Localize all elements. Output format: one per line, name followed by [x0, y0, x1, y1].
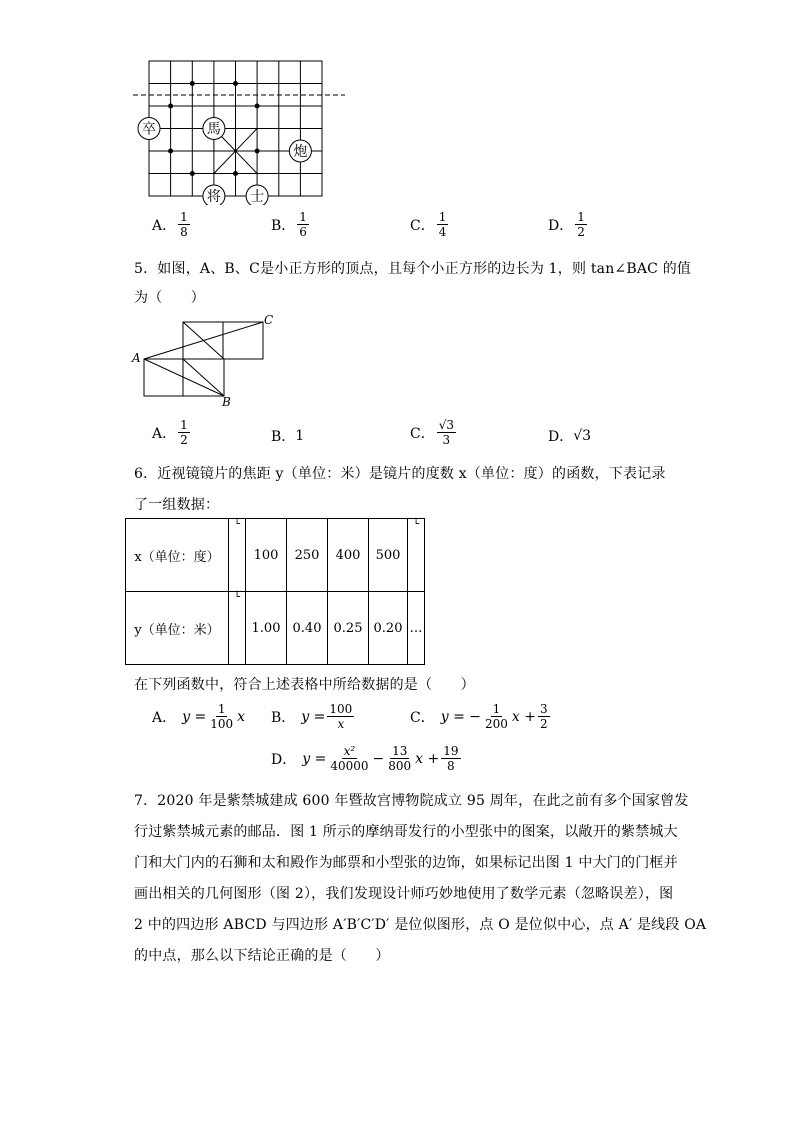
q6-option-a: A． y = $\frac{1}{100}$ x — [152, 702, 246, 731]
q6-line-2: 了一组数据： — [134, 497, 220, 513]
table-cell: 0.40 — [287, 592, 328, 665]
q4-option-d: D． $\frac{1}{2}$ — [548, 210, 585, 239]
table-cell: 500 — [369, 519, 408, 592]
table-cell: 1.00 — [246, 592, 287, 665]
table-row-head: x（单位：度） — [126, 519, 229, 592]
table-mark: └ — [408, 519, 425, 592]
table-cell: 0.20 — [369, 592, 408, 665]
q7-line-1: 7．2020 年是紫禁城建成 600 年暨故宫博物院成立 95 周年，在此之前有多个国家曾发 — [134, 793, 689, 809]
point-b-label: B — [222, 395, 231, 409]
piece-label: 馬 — [206, 121, 221, 138]
piece-label: 炮 — [293, 144, 308, 160]
table-row-head: y（单位：米） — [126, 592, 229, 665]
q6-prompt: 在下列函数中，符合上述表格中所给数据的是（ ） — [134, 677, 475, 693]
chessboard-figure — [125, 55, 355, 205]
table-mark: └ — [229, 519, 246, 592]
q4-option-b: B． $\frac{1}{6}$ — [271, 210, 307, 239]
q7-line-3: 门和大门内的石狮和太和殿作为邮票和小型张的边饰，如果标记出图 1 中大门的门框并 — [134, 855, 678, 871]
q6-line-1: 6．近视镜镜片的焦距 y（单位：米）是镜片的度数 x（单位：度）的函数，下表记录 — [134, 466, 666, 482]
table-cell: 400 — [328, 519, 369, 592]
q6-option-d: D． y = $\frac{\text{x²}}{40000}$ − $\frac{13}{800}$ x + $\frac{19}{8}$ — [271, 744, 459, 773]
q6-option-c: C． y = − $\frac{1}{200}$ x + $\frac{3}{2}$ — [410, 702, 548, 731]
q5-line-1: 5．如图，A、B、C是小正方形的顶点，且每个小正方形的边长为 1，则 tan∠BAC 的值 — [134, 261, 692, 277]
table-cell: 250 — [287, 519, 328, 592]
table-cell: 100 — [246, 519, 287, 592]
table-cell: … — [408, 592, 425, 665]
piece-label: 将 — [206, 189, 221, 205]
q5-option-d: D． √3 — [548, 428, 592, 445]
q5-option-b: B． 1 — [271, 428, 305, 445]
q5-option-a: A． $\frac{1}{2}$ — [152, 418, 188, 447]
q5-line-2: 为（ ） — [134, 290, 205, 306]
q4-option-a: A． $\frac{1}{8}$ — [152, 210, 188, 239]
point-c-label: C — [264, 313, 274, 327]
q6-option-b: B． y = $\frac{100}{x}$ — [271, 702, 353, 731]
table-cell: 0.25 — [328, 592, 369, 665]
q7-line-2: 行过紫禁城元素的邮品．图 1 所示的摩纳哥发行的小型张中的图案，以敞开的紫禁城大 — [134, 824, 678, 840]
q5-option-c: C． $\frac{√3}{3}$ — [410, 418, 454, 447]
q4-option-c: C． $\frac{1}{4}$ — [410, 210, 447, 239]
q7-line-4: 画出相关的几何图形（图 2），我们发现设计师巧妙地使用了数学元素（忽略误差），图 — [134, 886, 674, 902]
point-a-label: A — [132, 351, 141, 365]
q7-line-5: 2 中的四边形 ABCD 与四边形 A′B′C′D′ 是位似图形，点 O 是位似中心，点 A′ 是线段 OA — [134, 917, 707, 933]
grid-triangle-figure — [130, 310, 290, 410]
data-table — [125, 518, 425, 665]
table-mark: └ — [229, 592, 246, 665]
piece-label: 士 — [250, 189, 265, 205]
q7-line-6: 的中点，那么以下结论正确的是（ ） — [134, 948, 390, 964]
piece-label: 卒 — [142, 121, 156, 138]
